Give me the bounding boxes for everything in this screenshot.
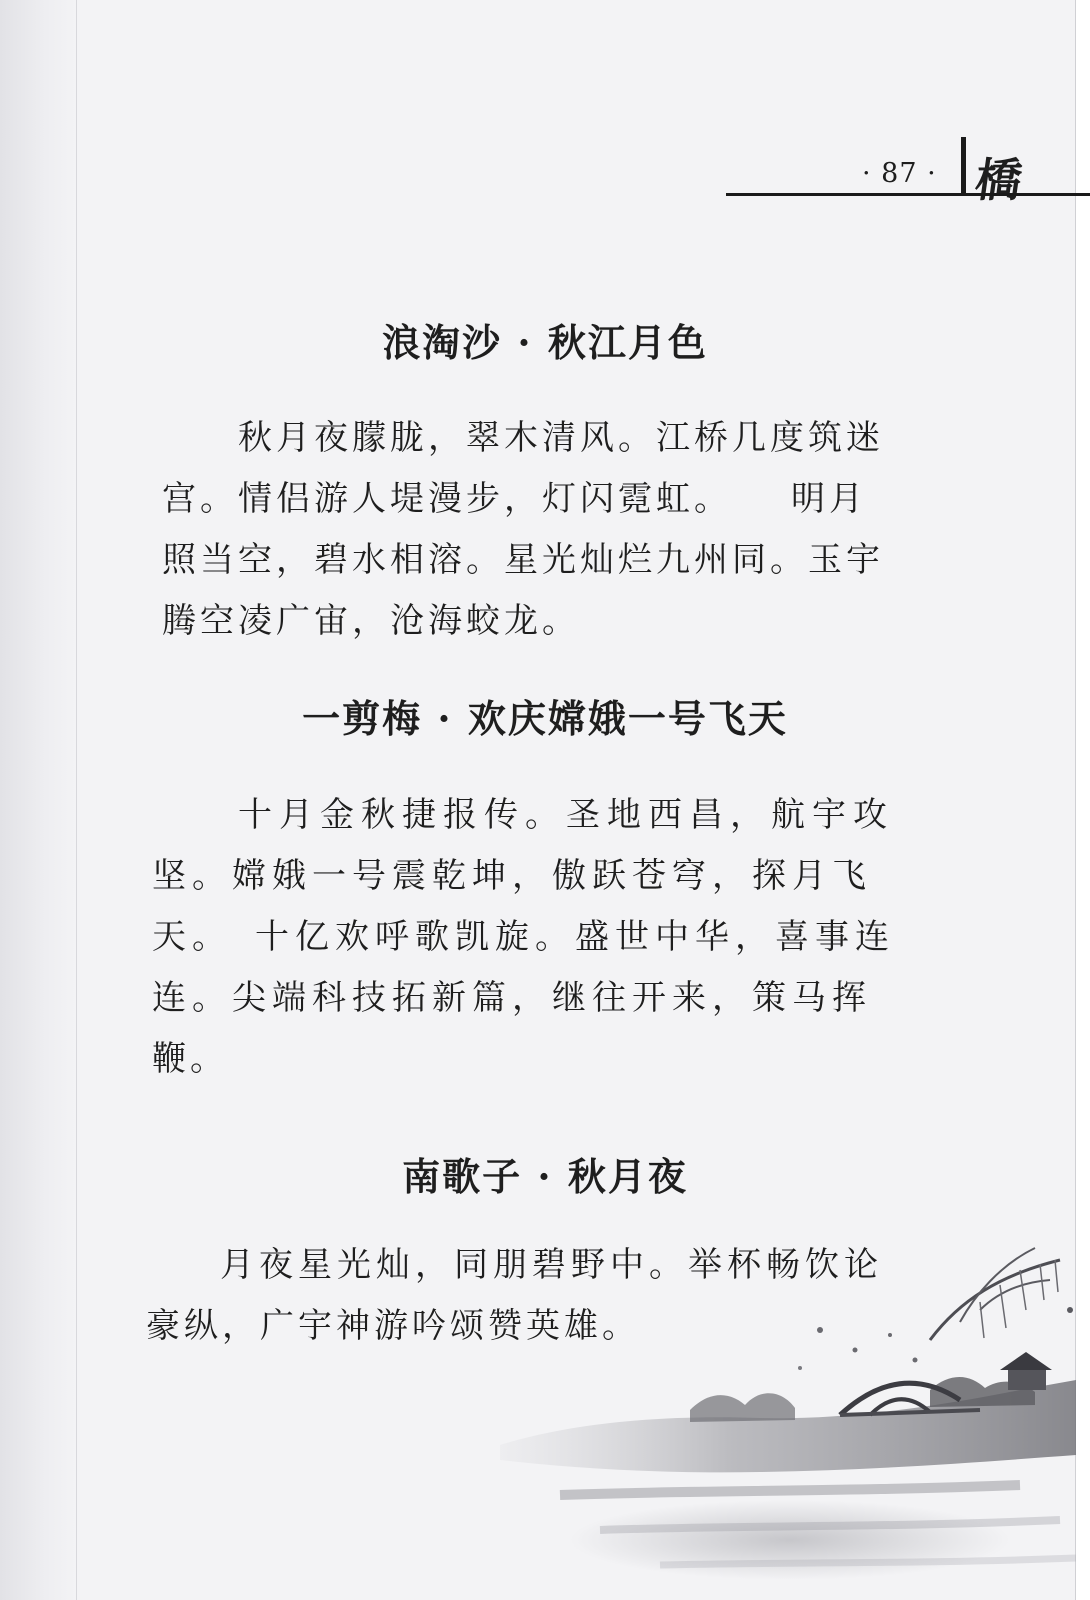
poem-line: 豪纵，广宇神游吟颂赞英雄。 [146, 1306, 640, 1346]
poem-line: 天。 十亿欢呼歌凯旋。盛世中华，喜事连 [152, 917, 895, 957]
header-rule [726, 193, 1090, 196]
page-number: · 87 · [862, 158, 937, 189]
poem-line: 鞭。 [152, 1039, 228, 1079]
header-divider-bar [961, 137, 966, 195]
poem-line: 照当空，碧水相溶。星光灿烂九州同。玉宇 [162, 540, 884, 580]
poem-title: 浪淘沙 · 秋江月色 [382, 320, 708, 365]
ink-landscape-illustration [460, 1240, 1076, 1600]
poem-body [162, 408, 907, 652]
page-right-edge [1075, 0, 1090, 1600]
poem-line: 连。尖端科技拓新篇，继往开来，策马挥 [152, 978, 872, 1018]
poem-line: 腾空凌广宙，沧海蛟龙。 [162, 601, 580, 641]
poem-line: 月夜星光灿，同朋碧野中。举杯畅饮论 [220, 1245, 883, 1285]
page-binding-edge [0, 0, 77, 1600]
poem-line: 坚。嫦娥一号震乾坤，傲跃苍穹，探月飞 [152, 856, 872, 896]
book-title-mark: 橋 [971, 153, 1026, 207]
poem-line: 秋月夜朦胧，翠木清风。江桥几度筑迷 [238, 418, 884, 458]
poem-line: 十月金秋捷报传。圣地西昌，航宇攻 [238, 795, 894, 835]
poem-title: 南歌子 · 秋月夜 [402, 1154, 688, 1199]
poem-line: 宫。情侣游人堤漫步，灯闪霓虹。 明月 [162, 479, 867, 519]
poem-body [152, 785, 897, 1090]
poem-title: 一剪梅 · 欢庆嫦娥一号飞天 [302, 696, 788, 741]
